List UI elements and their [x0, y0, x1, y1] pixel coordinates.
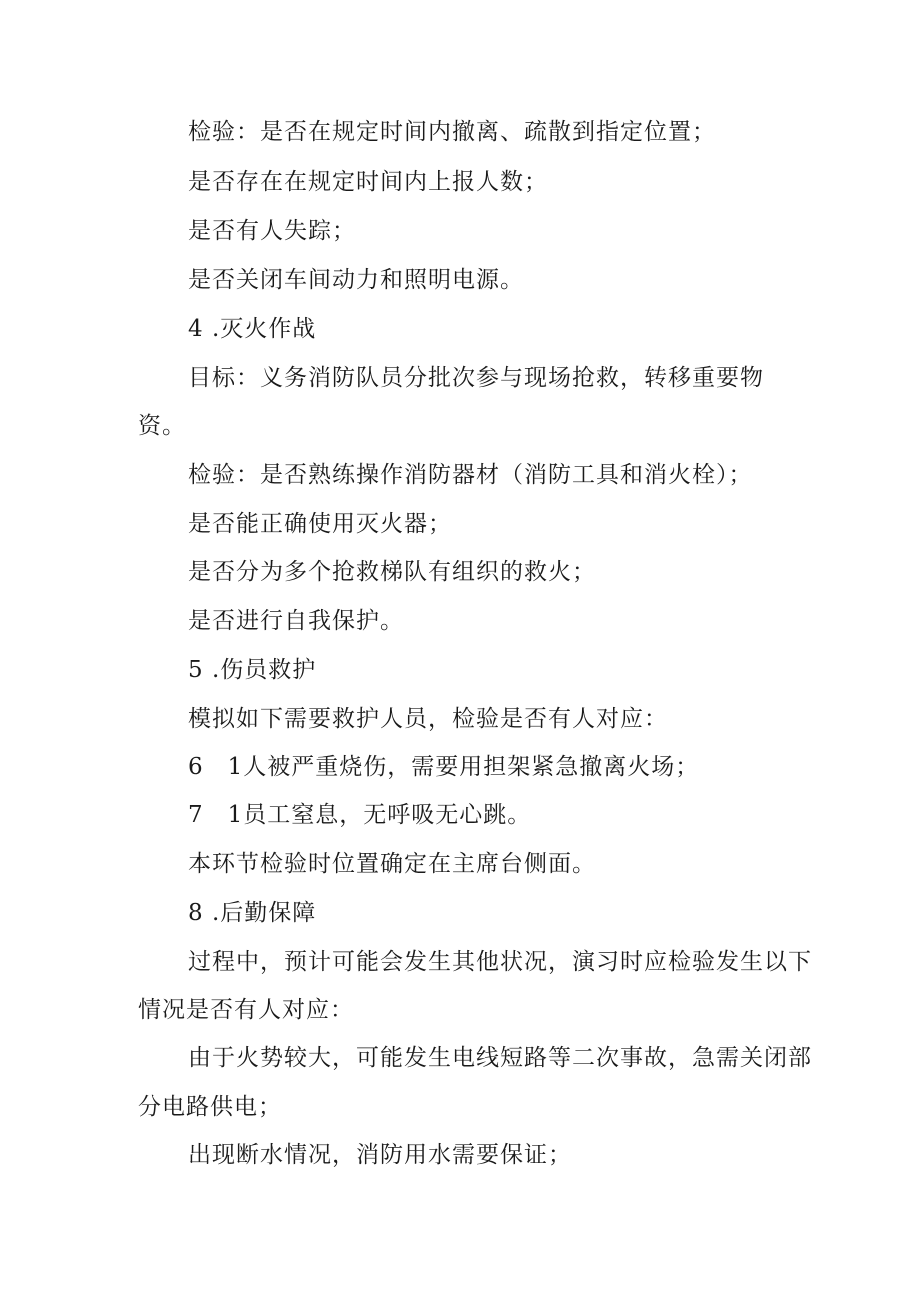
- text-line: 检验：是否熟练操作消防器材（消防工具和消火栓）；: [188, 462, 753, 488]
- text-line: 检验：是否在规定时间内撤离、疏散到指定位置；: [188, 119, 716, 145]
- section-heading: 8 .后勤保障: [188, 900, 317, 926]
- text-line: 本环节检验时位置确定在主席台侧面。: [188, 851, 596, 877]
- text-line: 是否能正确使用灭火器；: [188, 511, 452, 537]
- section-heading: 5 .伤员救护: [188, 657, 317, 683]
- section-heading: 4 .灭火作战: [188, 316, 317, 342]
- text-line: 是否存在在规定时间内上报人数；: [188, 169, 548, 195]
- text-line: 模拟如下需要救护人员，检验是否有人对应：: [188, 706, 668, 732]
- text-line: 是否进行自我保护。: [188, 608, 404, 634]
- text-line: 分电路供电；: [138, 1094, 282, 1120]
- text-line: 是否关闭车间动力和照明电源。: [188, 267, 524, 293]
- text-line: 过程中，预计可能会发生其他状况，演习时应检验发生以下: [188, 949, 812, 975]
- text-line: 资。: [138, 413, 186, 439]
- text-line: 目标：义务消防队员分批次参与现场抢救，转移重要物: [188, 365, 764, 391]
- text-line: 情况是否有人对应：: [138, 997, 354, 1023]
- list-item: 6 1人被严重烧伤，需要用担架紧急撤离火场；: [188, 754, 700, 780]
- text-line: 出现断水情况，消防用水需要保证；: [188, 1142, 572, 1168]
- text-line: 是否分为多个抢救梯队有组织的救火；: [188, 559, 596, 585]
- text-line: 是否有人失踪；: [188, 218, 356, 244]
- list-item: 7 1员工窒息，无呼吸无心跳。: [188, 802, 532, 828]
- text-line: 由于火势较大，可能发生电线短路等二次事故，急需关闭部: [188, 1045, 812, 1071]
